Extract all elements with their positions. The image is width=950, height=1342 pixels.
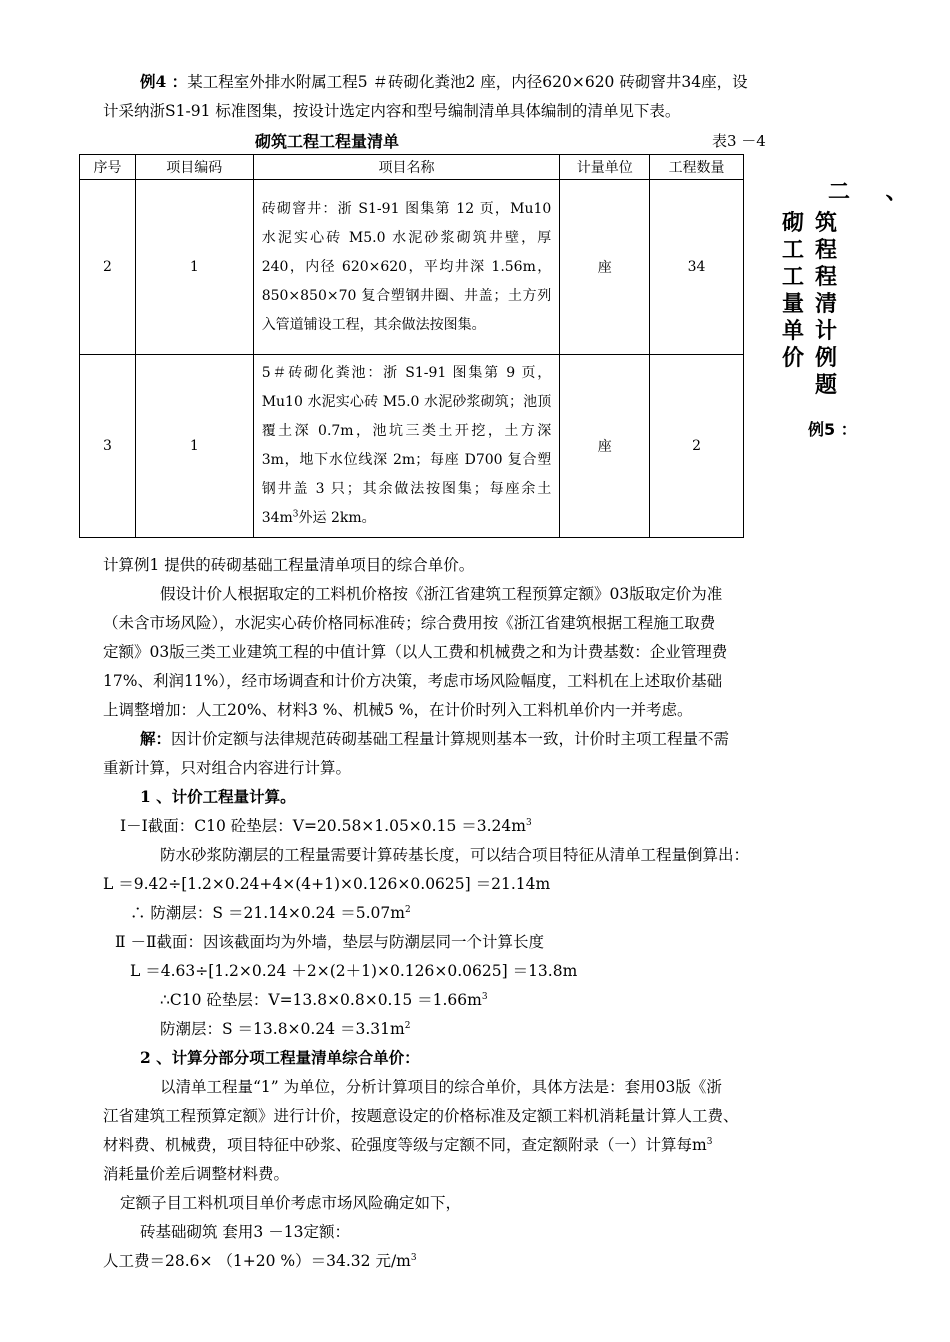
formula-7: ∴C10 砼垫层：$V=13.8\times 0.8\times 0.15 =1.66m^3$ [160,991,488,1009]
section-1-heading: 1 、计价工程量计算。 [140,787,296,806]
cell-unit: 座 [560,355,650,538]
cell-name: 5＃砖砌化粪池：浙 S1-91 图集第 9 页，Mu10 水泥实心砖 M5.0 水泥砂浆砌筑；池顶覆土深 0.7m，池坑三类土开挖，土方深 3m，地下水位线深 2m；每座 D700 复合塑钢井盖 3 只；其余做法按图集；每座余土 $34m^3$外运 2km。 [253,355,560,538]
cell-qty: 2 [650,355,744,538]
paragraph-2-line-5: 上调整增加：人工20%、材料3 %、机械5 %，在计价时列入工料机单价内一并考虑。 [103,701,693,719]
table-row [80,355,744,538]
cell-no: 2 [80,180,136,355]
side-heading-top: 二 、 [828,180,922,205]
solution-label: 解： [140,729,172,748]
table-row [80,180,744,355]
header-code: 项目编码 [135,155,253,180]
header-qty: 工程数量 [650,155,744,180]
cell-code: 1 [135,355,253,538]
example-4-label: 例4 ： [140,72,188,91]
formula-5: Ⅱ －Ⅱ截面：因该截面均为外墙，垫层与防潮层同一个计算长度 [115,933,544,951]
paragraph-5: 定额子目工料机项目单价考虑市场风险确定如下， [120,1194,462,1212]
paragraph-4-line-3: 材料费、机械费，项目特征中砂浆、砼强度等级与定额不同，查定额附录（一）计算每$m^3$ [103,1136,713,1154]
paragraph-7: 人工费＝28.6× （1+20 %）＝34.32 元$/m^3$ [103,1252,417,1270]
solution-line-2: 重新计算，只对组合内容进行计算。 [103,759,352,777]
paragraph-2-line-2: （未含市场风险），水泥实心砖价格同标准砖；综合费用按《浙江省建筑根据工程施工取费 [103,614,716,632]
paragraph-4-line-4: 消耗量价差后调整材料费。 [103,1165,290,1183]
formula-8: 防潮层：$S =13.8\times 0.24 =3.31m^2$ [160,1020,411,1038]
intro-line-2: 计采纳浙S1-91 标准图集，按设计选定内容和型号编制清单具体编制的清单见下表。 [103,102,681,120]
cell-code: 1 [135,180,253,355]
cell-qty: 34 [650,180,744,355]
intro-line-1: 例4 ：某工程室外排水附属工程5 ＃砖砌化粪池2 座，内径620×620 砖砌窨井34座，设 [140,72,748,91]
table-number: 表3 －4 [712,132,766,150]
paragraph-4-line-2: 江省建筑工程预算定额》进行计价，按题意设定的价格标准及定额工料机消耗量计算人工费、 [103,1107,739,1125]
paragraph-2-line-1: 假设计价人根据取定的工料机价格按《浙江省建筑工程预算定额》03版取定价为准 [160,585,723,603]
side-column-left: 砌工工量单价 [781,211,804,371]
header-name: 项目名称 [253,155,560,180]
cell-unit: 座 [560,180,650,355]
paragraph-4-line-1: 以清单工程量“1” 为单位，分析计算项目的综合单价，具体方法是：套用03版《浙 [160,1078,722,1096]
table-title: 砌筑工程工程量清单 [255,132,400,151]
quantity-table [79,154,744,538]
solution-line-1: 解：因计价定额与法律规范砖砌基础工程量计算规则基本一致，计价时主项工程量不需 [140,729,730,748]
section-2-heading: 2 、计算分部分项工程量清单综合单价： [140,1048,420,1067]
example-5-label: 例5 ： [808,420,857,439]
formula-4: ∴ 防潮层：$S =21.14\times 0.24 =5.07m^2$ [130,904,411,922]
header-no: 序号 [80,155,136,180]
paragraph-2-line-3: 定额》03版三类工业建筑工程的中值计算（以人工费和机械费之和为计费基数：企业管理费 [103,643,728,661]
formula-2: 防水砂浆防潮层的工程量需要计算砖基长度，可以结合项目特征从清单工程量倒算出： [160,846,750,864]
formula-1: Ⅰ－Ⅰ截面：C10 砼垫层：$V=20.58\times 1.05\times 0.15 =3.24m^3$ [120,817,532,835]
paragraph-1: 计算例1 提供的砖砌基础工程量清单项目的综合单价。 [103,556,475,574]
cell-no: 3 [80,355,136,538]
cell-name: 砖砌窨井：浙 S1-91 图集第 12 页，Mu10 水泥实心砖 M5.0 水泥砂浆砌筑井壁，厚 240，内径 620×620，平均井深 1.56m，850×850×70 复合塑钢井圈、井盖；土方列入管道铺设工程，其余做法按图集。 [253,180,560,355]
table-header-row [80,155,744,180]
formula-6: L ＝4.63÷[1.2×0.24 ＋2×(2＋1)×0.126×0.0625] ＝13.8m [130,962,578,980]
formula-3: L ＝9.42÷[1.2×0.24+4×(4+1)×0.126×0.0625] ＝21.14m [103,875,551,893]
header-unit: 计量单位 [560,155,650,180]
paragraph-6: 砖基础砌筑 套用3 －13定额： [140,1223,350,1241]
paragraph-2-line-4: 17%、利润11%），经市场调查和计价方决策，考虑市场风险幅度，工料机在上述取价基础 [103,672,723,690]
side-column-right: 筑程程清计例题 [814,211,837,398]
